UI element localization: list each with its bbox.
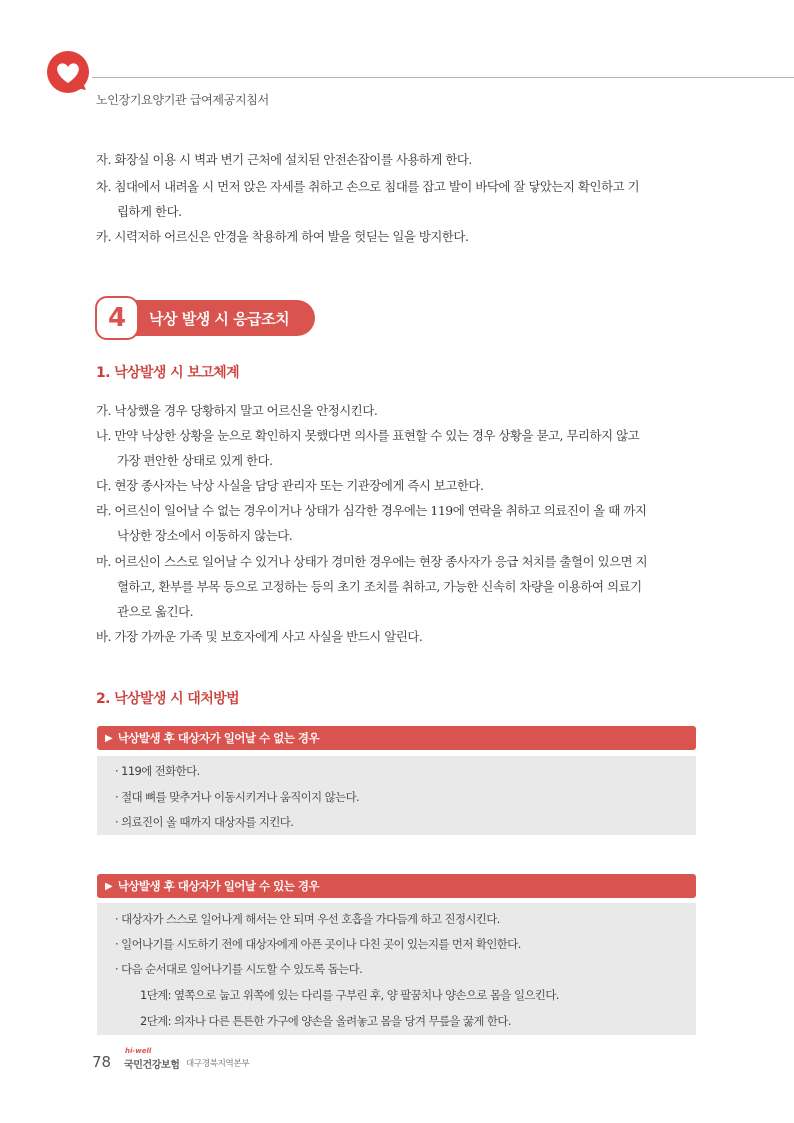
case-item: · 119에 전화한다. xyxy=(115,764,200,778)
intro-item: 차. 침대에서 내려올 시 먼저 앉은 자세를 취하고 손으로 침대를 잡고 발이 바닥에 잘 닿았는지 확인하고 기 xyxy=(96,179,640,194)
report-item-continuation: 낙상한 장소에서 이동하지 않는다. xyxy=(117,528,293,543)
report-item: 마. 어르신이 스스로 일어날 수 있거나 상태가 경미한 경우에는 현장 종사자가 응급 처치를 출혈이 있으면 지 xyxy=(96,554,648,569)
heart-logo-icon xyxy=(46,50,90,94)
case-bar-can-stand xyxy=(97,874,696,898)
subsection-heading: 2. 낙상발생 시 대처방법 xyxy=(96,691,239,707)
intro-item-continuation: 립하게 한다. xyxy=(117,204,182,219)
report-item: 라. 어르신이 일어날 수 없는 경우이거나 상태가 심각한 경우에는 119에 연락을 취하고 의료진이 올 때 까지 xyxy=(96,503,647,518)
report-item-continuation: 가장 편안한 상태로 있게 한다. xyxy=(117,453,273,468)
section-number-badge xyxy=(95,296,139,340)
report-item: 바. 가장 가까운 가족 및 보호자에게 사고 사실을 반드시 알린다. xyxy=(96,629,423,644)
report-item: 나. 만약 낙상한 상황을 눈으로 확인하지 못했다면 의사를 표현할 수 있는 경우 상황을 묻고, 무리하지 않고 xyxy=(96,428,640,443)
header-divider xyxy=(92,77,794,78)
triangle-right-icon: ▶ xyxy=(105,732,113,744)
case-item: · 다음 순서대로 일어나기를 시도할 수 있도록 돕는다. xyxy=(115,962,363,976)
footer-brand-small: hi-well xyxy=(125,1047,152,1055)
page-number: 78 xyxy=(92,1053,112,1071)
section-number: 4 xyxy=(107,303,127,333)
report-item: 다. 현장 종사자는 낙상 사실을 담당 관리자 또는 기관장에게 즉시 보고한다. xyxy=(96,478,484,493)
case-title: 낙상발생 후 대상자가 일어날 수 없는 경우 xyxy=(117,731,320,745)
triangle-right-icon: ▶ xyxy=(105,880,113,892)
section-title: 낙상 발생 시 응급조치 xyxy=(149,309,290,328)
report-item-continuation: 혈하고, 환부를 부목 등으로 고정하는 등의 초기 조치를 취하고, 가능한 신속히 차량을 이용하여 의료기 xyxy=(117,579,642,594)
case-item: · 대상자가 스스로 일어나게 해서는 안 되며 우선 호흡을 가다듬게 하고 진정시킨다. xyxy=(115,912,500,926)
case-item: · 일어나기를 시도하기 전에 대상자에게 아픈 곳이나 다친 곳이 있는지를 먼저 확인한다. xyxy=(115,937,521,951)
report-item: 가. 낙상했을 경우 당황하지 말고 어르신을 안정시킨다. xyxy=(96,403,378,418)
case-step: 2단계: 의자나 다른 튼튼한 가구에 양손을 올려놓고 몸을 당겨 무릎을 꿇게 한다. xyxy=(140,1014,511,1028)
subsection-heading: 1. 낙상발생 시 보고체계 xyxy=(96,365,239,381)
intro-item: 자. 화장실 이용 시 벽과 변기 근처에 설치된 안전손잡이를 사용하게 한다. xyxy=(96,152,472,167)
header-title: 노인장기요양기관 급여제공지침서 xyxy=(96,93,269,107)
footer-branch: 대구경북지역본부 xyxy=(186,1059,250,1069)
case-item: · 의료진이 올 때까지 대상자를 지킨다. xyxy=(115,815,294,829)
case-title: 낙상발생 후 대상자가 일어날 수 있는 경우 xyxy=(117,879,320,893)
report-item-continuation: 관으로 옮긴다. xyxy=(117,604,194,619)
section-title-badge xyxy=(133,300,315,336)
case-bar-cannot-stand xyxy=(97,726,696,750)
case-step: 1단계: 옆쪽으로 눕고 위쪽에 있는 다리를 구부린 후, 양 팔꿈치나 양손으로 몸을 일으킨다. xyxy=(140,988,559,1002)
case-item: · 절대 뼈를 맞추거나 이동시키거나 움직이지 않는다. xyxy=(115,790,360,804)
footer-org: 국민건강보험 xyxy=(124,1060,180,1071)
intro-item: 카. 시력저하 어르신은 안경을 착용하게 하여 발을 헛딛는 일을 방지한다. xyxy=(96,229,469,244)
